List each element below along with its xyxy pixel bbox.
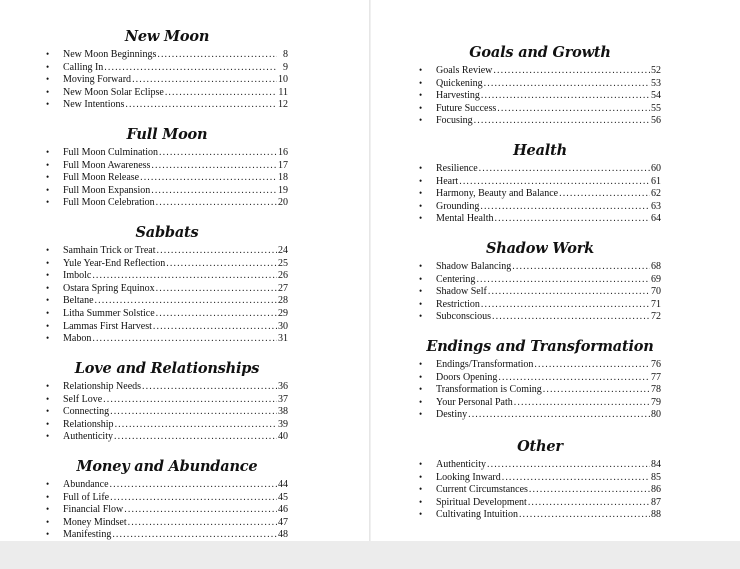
bullet-icon: • [46, 257, 50, 268]
bullet-icon: • [46, 147, 50, 157]
bullet-icon: • [419, 286, 423, 297]
toc-section-health [419, 142, 661, 225]
dot-leader [512, 261, 650, 274]
entry-label: Endings/Transformation [436, 359, 534, 370]
dot-leader [140, 172, 277, 185]
dot-leader [497, 103, 650, 116]
entry-page-number: 68 [651, 261, 661, 272]
entry-label: Resilience [436, 163, 478, 174]
entry-label: Harvesting [436, 90, 480, 102]
bullet-icon: • [419, 213, 423, 224]
entry-page-number: 36 [278, 381, 288, 392]
toc-entry[interactable] [419, 483, 661, 496]
dot-leader [156, 197, 277, 210]
toc-entry[interactable] [46, 98, 288, 111]
toc-entry[interactable] [419, 162, 661, 175]
entry-label: Abundance [63, 479, 109, 490]
entry-page-number: 70 [651, 286, 661, 298]
dot-leader [519, 509, 650, 522]
bullet-icon: • [419, 200, 423, 211]
toc-entry[interactable] [46, 393, 288, 406]
entry-label: Mabon [63, 333, 92, 345]
bullet-icon: • [46, 270, 50, 281]
entry-label: Shadow Self [436, 286, 487, 298]
toc-entry[interactable] [46, 478, 288, 491]
bullet-icon: • [46, 61, 50, 72]
entry-label: New Moon Solar Eclipse [63, 86, 164, 98]
toc-entry[interactable] [46, 332, 288, 345]
dot-leader [476, 274, 650, 287]
entry-label: Manifesting [63, 529, 112, 541]
entry-page-number: 85 [651, 471, 661, 483]
dot-leader [559, 188, 650, 201]
toc-entry[interactable] [46, 282, 288, 295]
entry-list [46, 146, 288, 209]
bullet-icon: • [46, 406, 50, 417]
entry-label: Money Mindset [63, 516, 127, 528]
entry-page-number: 61 [651, 175, 661, 187]
dot-leader [502, 472, 650, 485]
toc-entry[interactable] [419, 396, 661, 409]
right-page [371, 0, 740, 541]
entry-label: Beltane [63, 295, 94, 307]
entry-label: Samhain Trick or Treat [63, 245, 156, 256]
toc-entry[interactable] [46, 146, 288, 159]
bullet-icon: • [419, 459, 423, 469]
dot-leader [103, 394, 277, 407]
dot-leader [481, 299, 650, 312]
section-title: Love and Relationships [74, 360, 260, 377]
entry-label: Self Love [63, 393, 103, 405]
entry-page-number: 47 [278, 516, 288, 528]
dot-leader [115, 419, 277, 432]
toc-entry[interactable] [419, 175, 661, 188]
toc-entry[interactable] [46, 171, 288, 184]
dot-leader [128, 517, 277, 530]
entry-page-number: 54 [651, 90, 661, 102]
dot-leader [151, 160, 277, 173]
entry-label: Ostara Spring Equinox [63, 282, 155, 294]
bullet-icon: • [419, 298, 423, 309]
bullet-icon: • [46, 529, 50, 540]
entry-label: New Moon Beginnings [63, 49, 157, 60]
dot-leader [468, 409, 650, 422]
entry-label: Relationship Needs [63, 381, 142, 392]
entry-label: New Intentions [63, 99, 125, 111]
toc-entry[interactable] [419, 371, 661, 384]
entry-label: Looking Inward [436, 471, 501, 483]
dot-leader [124, 504, 277, 517]
toc-entry[interactable] [46, 418, 288, 431]
bullet-icon: • [46, 245, 50, 255]
entry-label: Your Personal Path [436, 396, 513, 408]
toc-section-love-and-relationships [46, 360, 288, 443]
entry-page-number: 78 [651, 384, 661, 396]
toc-entry[interactable] [46, 380, 288, 393]
entry-label: Connecting [63, 406, 110, 418]
entry-page-number: 56 [651, 115, 661, 127]
bullet-icon: • [46, 74, 50, 85]
entry-label: Harmony, Beauty and Balance [436, 188, 559, 200]
entry-label: Subconscious [436, 311, 491, 323]
entry-label: Moving Forward [63, 74, 132, 86]
section-title: Sabbats [135, 224, 199, 241]
toc-entry[interactable] [46, 61, 288, 74]
bullet-icon: • [46, 333, 50, 344]
entry-label: Spiritual Development [436, 496, 527, 508]
toc-entry[interactable] [419, 102, 661, 115]
entry-page-number: 31 [278, 333, 288, 345]
bullet-icon: • [46, 320, 50, 331]
dot-leader [492, 311, 650, 324]
dot-leader [151, 185, 277, 198]
entry-page-number: 87 [651, 496, 661, 508]
entry-page-number: 52 [651, 65, 661, 76]
dot-leader [474, 115, 650, 128]
toc-entry[interactable] [419, 508, 661, 521]
toc-entry[interactable] [46, 405, 288, 418]
entry-label: Litha Summer Solstice [63, 307, 155, 319]
dot-leader [157, 49, 277, 62]
toc-entry[interactable] [419, 310, 661, 323]
bullet-icon: • [46, 418, 50, 429]
bullet-icon: • [419, 311, 423, 322]
bullet-icon: • [419, 102, 423, 113]
bullet-icon: • [46, 393, 50, 404]
entry-page-number: 17 [278, 159, 288, 171]
section-title: Shadow Work [485, 240, 594, 257]
entry-page-number: 45 [278, 491, 288, 503]
entry-page-number: 46 [278, 504, 288, 516]
entry-page-number: 10 [278, 74, 288, 86]
bullet-icon: • [46, 99, 50, 110]
entry-label: Future Success [436, 102, 497, 114]
bullet-icon: • [419, 175, 423, 186]
bullet-icon: • [419, 65, 423, 75]
entry-label: Current Circumstances [436, 484, 528, 496]
dot-leader [110, 406, 277, 419]
toc-section-goals-and-growth [419, 44, 661, 127]
entry-page-number: 20 [278, 197, 288, 209]
dot-leader [132, 74, 277, 87]
dot-leader [484, 78, 650, 91]
toc-entry[interactable] [419, 471, 661, 484]
toc-entry[interactable] [46, 528, 288, 541]
toc-entry[interactable] [419, 260, 661, 273]
entry-page-number: 48 [278, 529, 288, 541]
entry-page-number: 8 [283, 49, 288, 60]
bullet-icon: • [46, 49, 50, 59]
toc-entry[interactable] [419, 187, 661, 200]
toc-entry[interactable] [419, 114, 661, 127]
toc-entry[interactable] [46, 307, 288, 320]
toc-entry[interactable] [419, 89, 661, 102]
toc-entry[interactable] [46, 48, 288, 61]
section-title: Full Moon [126, 126, 208, 143]
entry-label: Destiny [436, 409, 468, 421]
toc-entry[interactable] [46, 184, 288, 197]
bullet-icon: • [419, 90, 423, 101]
toc-entry[interactable] [46, 430, 288, 443]
bullet-icon: • [419, 273, 423, 284]
entry-page-number: 55 [651, 102, 661, 114]
section-title: New Moon [124, 28, 210, 45]
toc-entry[interactable] [46, 159, 288, 172]
entry-page-number: 62 [651, 188, 661, 200]
bullet-icon: • [419, 396, 423, 407]
toc-section-other [419, 438, 661, 521]
entry-page-number: 28 [278, 295, 288, 307]
toc-entry[interactable] [419, 212, 661, 225]
entry-label: Relationship [63, 418, 114, 430]
bullet-icon: • [46, 295, 50, 306]
entry-page-number: 30 [278, 320, 288, 332]
section-title: Other [517, 438, 563, 455]
entry-label: Full Moon Expansion [63, 184, 151, 196]
entry-page-number: 84 [651, 459, 661, 470]
bullet-icon: • [419, 115, 423, 126]
entry-label: Full Moon Culmination [63, 147, 159, 158]
entry-page-number: 72 [651, 311, 661, 323]
entry-page-number: 88 [651, 509, 661, 521]
entry-page-number: 53 [651, 77, 661, 89]
entry-label: Imbolc [63, 270, 92, 282]
toc-entry[interactable] [419, 77, 661, 90]
dot-leader [159, 147, 277, 160]
bullet-icon: • [46, 86, 50, 97]
bullet-icon: • [419, 163, 423, 173]
entry-list [419, 358, 661, 421]
dot-leader [543, 384, 650, 397]
bullet-icon: • [419, 409, 423, 420]
toc-entry[interactable] [419, 408, 661, 421]
toc-entry[interactable] [419, 383, 661, 396]
dot-leader [92, 333, 277, 346]
entry-label: Grounding [436, 200, 480, 212]
bullet-icon: • [46, 197, 50, 208]
toc-entry[interactable] [46, 516, 288, 529]
entry-page-number: 44 [278, 479, 288, 490]
section-title: Endings and Transformation [426, 338, 654, 355]
toc-section-new-moon [46, 28, 288, 111]
bullet-icon: • [46, 159, 50, 170]
toc-entry[interactable] [46, 196, 288, 209]
entry-page-number: 38 [278, 406, 288, 418]
entry-list [419, 162, 661, 225]
entry-label: Goals Review [436, 65, 493, 76]
bullet-icon: • [419, 509, 423, 520]
toc-section-shadow-work [419, 240, 661, 323]
dot-leader [112, 529, 277, 542]
entry-label: Yule Year-End Reflection [63, 257, 166, 269]
entry-label: Financial Flow [63, 504, 124, 516]
toc-entry[interactable] [46, 257, 288, 270]
dot-leader [125, 99, 277, 112]
entry-label: Centering [436, 273, 476, 285]
section-title: Health [513, 142, 567, 159]
bullet-icon: • [419, 496, 423, 507]
dot-leader [156, 283, 277, 296]
dot-leader [479, 163, 650, 176]
bullet-icon: • [46, 431, 50, 442]
bullet-icon: • [419, 77, 423, 88]
entry-list [46, 48, 288, 111]
entry-page-number: 18 [278, 172, 288, 184]
dot-leader [528, 497, 650, 510]
dot-leader [110, 492, 277, 505]
entry-page-number: 19 [278, 184, 288, 196]
entry-label: Focusing [436, 115, 473, 127]
entry-list [419, 458, 661, 521]
dot-leader [514, 397, 650, 410]
dot-leader [142, 381, 277, 394]
toc-section-money-and-abundance [46, 458, 288, 541]
entry-page-number: 76 [651, 359, 661, 370]
entry-label: Lammas First Harvest [63, 320, 152, 332]
toc-entry[interactable] [419, 200, 661, 213]
bullet-icon: • [46, 307, 50, 318]
bullet-icon: • [46, 381, 50, 391]
entry-list [46, 380, 288, 443]
dot-leader [104, 62, 277, 75]
entry-label: Heart [436, 175, 459, 187]
bullet-icon: • [46, 172, 50, 183]
toc-entry[interactable] [46, 294, 288, 307]
dot-leader [157, 245, 277, 258]
entry-label: Mental Health [436, 213, 494, 225]
dot-leader [459, 176, 650, 189]
entry-label: Authenticity [436, 459, 486, 470]
dot-leader [153, 321, 277, 334]
dot-leader [534, 359, 650, 372]
toc-section-endings-and-transformation [419, 338, 661, 421]
bullet-icon: • [46, 491, 50, 502]
section-title: Money and Abundance [76, 458, 258, 475]
toc-entry[interactable] [46, 244, 288, 257]
entry-page-number: 27 [278, 282, 288, 294]
entry-page-number: 16 [278, 147, 288, 158]
entry-page-number: 77 [651, 371, 661, 383]
toc-entry[interactable] [46, 73, 288, 86]
dot-leader [529, 484, 650, 497]
entry-page-number: 26 [278, 270, 288, 282]
entry-page-number: 69 [651, 273, 661, 285]
toc-entry[interactable] [419, 496, 661, 509]
entry-label: Quickening [436, 77, 483, 89]
dot-leader [493, 65, 650, 78]
dot-leader [95, 295, 277, 308]
entry-label: Calling In [63, 61, 104, 73]
bullet-icon: • [419, 261, 423, 271]
entry-page-number: 37 [278, 393, 288, 405]
entry-list [419, 260, 661, 323]
bullet-icon: • [419, 484, 423, 495]
bullet-icon: • [46, 479, 50, 489]
dot-leader [498, 372, 650, 385]
entry-page-number: 9 [283, 61, 288, 73]
toc-entry[interactable] [419, 64, 661, 77]
entry-label: Transformation is Coming [436, 384, 542, 396]
entry-page-number: 11 [278, 86, 288, 98]
section-title: Goals and Growth [469, 44, 611, 61]
entry-label: Full of Life [63, 491, 110, 503]
entry-page-number: 12 [278, 99, 288, 111]
entry-label: Doors Opening [436, 371, 498, 383]
bullet-icon: • [419, 384, 423, 395]
entry-list [419, 64, 661, 127]
dot-leader [114, 431, 277, 444]
dot-leader [110, 479, 277, 492]
entry-label: Cultivating Intuition [436, 509, 518, 521]
toc-entry[interactable] [46, 503, 288, 516]
entry-list [46, 478, 288, 541]
entry-label: Full Moon Celebration [63, 197, 155, 209]
dot-leader [481, 90, 650, 103]
dot-leader [480, 201, 650, 214]
entry-page-number: 86 [651, 484, 661, 496]
toc-entry[interactable] [419, 458, 661, 471]
toc-entry[interactable] [419, 358, 661, 371]
entry-label: Restriction [436, 298, 480, 310]
dot-leader [92, 270, 277, 283]
entry-page-number: 29 [278, 307, 288, 319]
entry-page-number: 63 [651, 200, 661, 212]
left-page [0, 0, 369, 541]
bullet-icon: • [46, 504, 50, 515]
toc-entry[interactable] [46, 86, 288, 99]
toc-entry[interactable] [46, 269, 288, 282]
bullet-icon: • [419, 359, 423, 369]
entry-label: Shadow Balancing [436, 261, 512, 272]
entry-page-number: 40 [278, 431, 288, 443]
toc-entry[interactable] [419, 285, 661, 298]
dot-leader [166, 258, 277, 271]
toc-entry[interactable] [419, 298, 661, 311]
bullet-icon: • [419, 371, 423, 382]
dot-leader [156, 308, 277, 321]
bullet-icon: • [419, 188, 423, 199]
bullet-icon: • [46, 184, 50, 195]
bullet-icon: • [46, 282, 50, 293]
entry-page-number: 79 [651, 396, 661, 408]
entry-page-number: 80 [651, 409, 661, 421]
dot-leader [494, 213, 650, 226]
entry-page-number: 24 [278, 245, 288, 256]
dot-leader [488, 286, 650, 299]
entry-page-number: 71 [651, 298, 661, 310]
entry-page-number: 64 [651, 213, 661, 225]
toc-entry[interactable] [419, 273, 661, 286]
entry-label: Full Moon Release [63, 172, 140, 184]
toc-section-sabbats [46, 224, 288, 345]
toc-entry[interactable] [46, 491, 288, 504]
entry-page-number: 39 [278, 418, 288, 430]
entry-page-number: 25 [278, 257, 288, 269]
entry-page-number: 60 [651, 163, 661, 174]
toc-section-full-moon [46, 126, 288, 209]
entry-label: Full Moon Awareness [63, 159, 151, 171]
dot-leader [165, 87, 277, 100]
entry-label: Authenticity [63, 431, 113, 443]
toc-entry[interactable] [46, 320, 288, 333]
bullet-icon: • [46, 516, 50, 527]
entry-list [46, 244, 288, 345]
dot-leader [487, 459, 650, 472]
bullet-icon: • [419, 471, 423, 482]
